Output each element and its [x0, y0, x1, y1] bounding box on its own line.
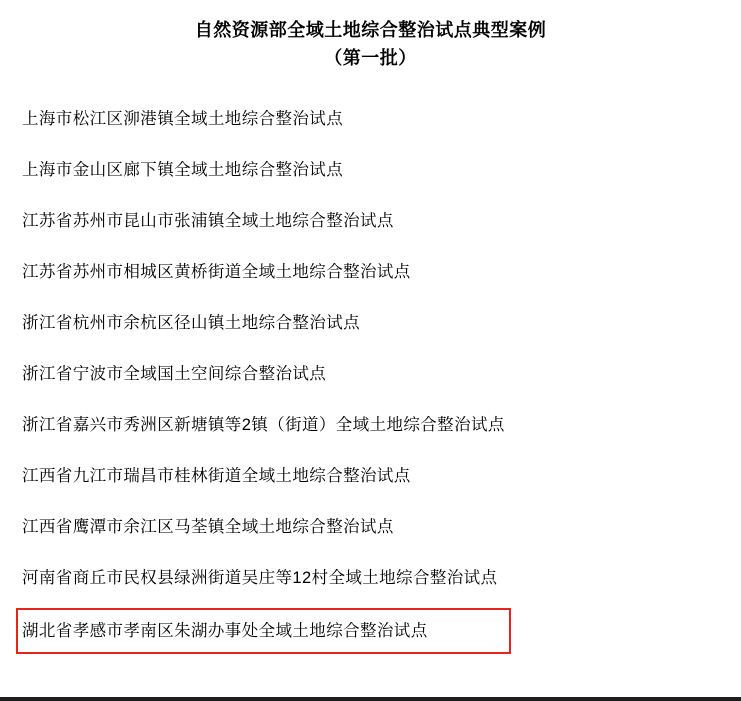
- list-item: [16, 553, 741, 604]
- list-item-label: 浙江省杭州市余杭区径山镇土地综合整治试点: [22, 314, 360, 332]
- page-title: [0, 0, 741, 72]
- list-item: [16, 94, 741, 145]
- list-item: [16, 349, 741, 400]
- list-item-label: 浙江省宁波市全域国土空间综合整治试点: [22, 365, 327, 383]
- list-item-label: 江苏省苏州市昆山市张浦镇全域土地综合整治试点: [22, 212, 394, 230]
- list-item: [16, 451, 741, 502]
- case-list: [0, 94, 741, 654]
- list-item-label: 江苏省苏州市相城区黄桥街道全域土地综合整治试点: [22, 263, 411, 281]
- bottom-divider: [0, 697, 741, 701]
- list-item: [16, 196, 741, 247]
- list-item-label: 湖北省孝感市孝南区朱湖办事处全域土地综合整治试点: [22, 622, 428, 640]
- list-item-label: 江西省九江市瑞昌市桂林街道全域土地综合整治试点: [22, 467, 411, 485]
- list-item: [16, 247, 741, 298]
- list-item: [16, 298, 741, 349]
- list-item-label: 上海市金山区廊下镇全域土地综合整治试点: [22, 161, 344, 179]
- list-item-label: 江西省鹰潭市余江区马荃镇全域土地综合整治试点: [22, 518, 394, 536]
- list-item-highlighted: [16, 608, 511, 654]
- list-item: [16, 400, 741, 451]
- list-item-label: 浙江省嘉兴市秀洲区新塘镇等2镇（街道）全域土地综合整治试点: [22, 416, 505, 434]
- list-item-label: 河南省商丘市民权县绿洲街道吴庄等12村全域土地综合整治试点: [22, 569, 498, 587]
- list-item-label: 上海市松江区泖港镇全域土地综合整治试点: [22, 110, 344, 128]
- title-line-1: 自然资源部全域土地综合整治试点典型案例: [194, 20, 547, 40]
- list-item: [16, 502, 741, 553]
- list-item: [16, 145, 741, 196]
- title-line-2: （第一批）: [324, 48, 417, 68]
